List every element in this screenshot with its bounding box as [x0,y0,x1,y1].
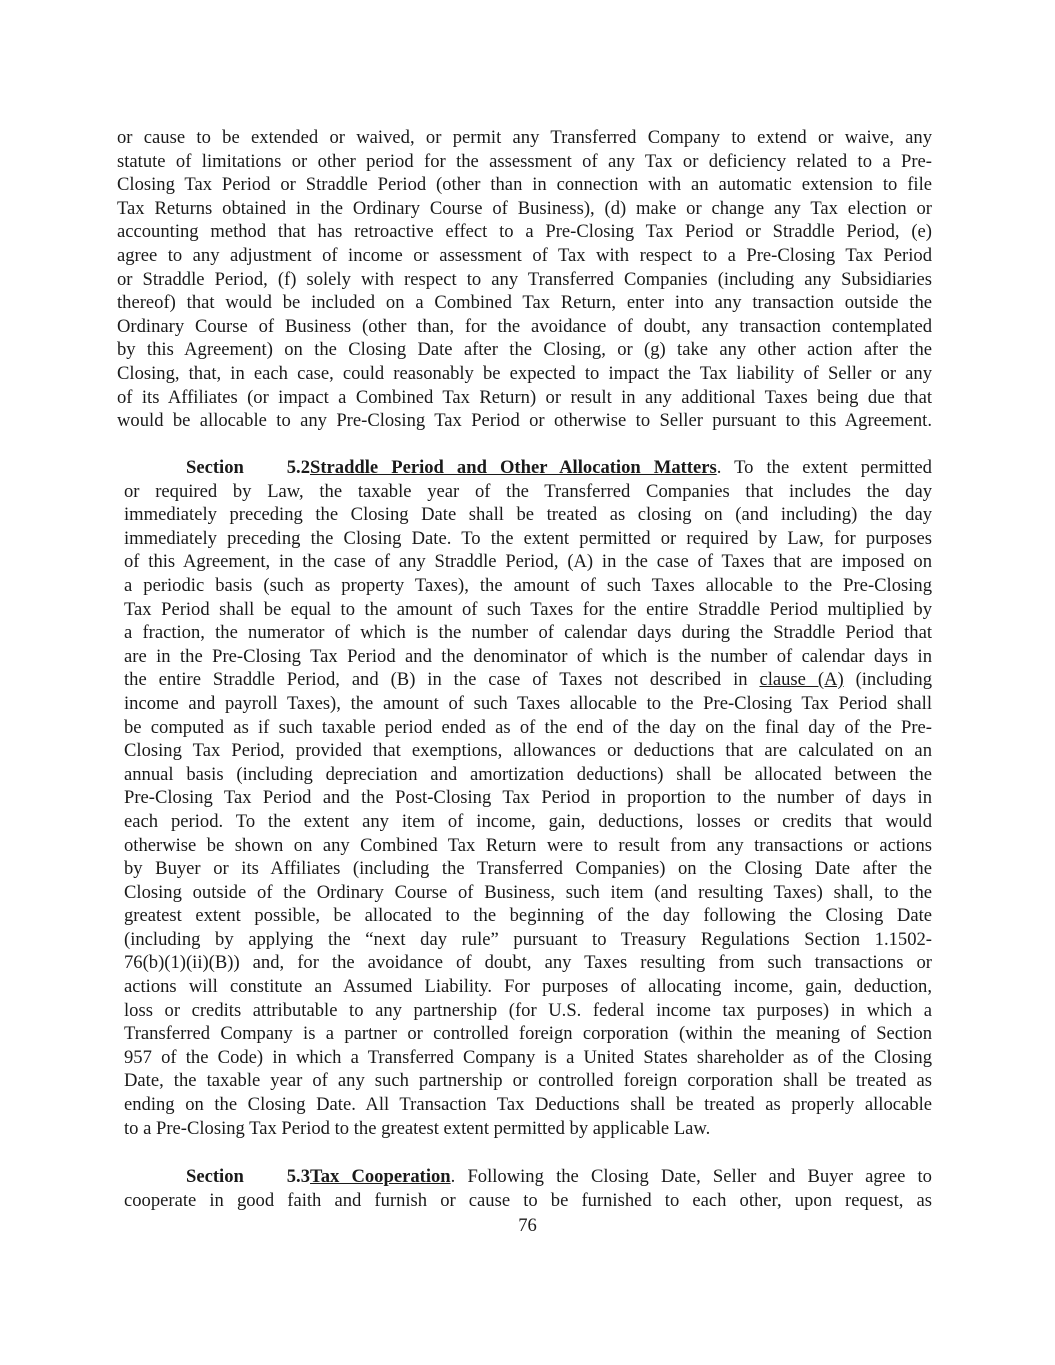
text-line: or required by Law, the taxable year of the Transferred Companies that includes the day [124,480,932,502]
text-line: of this Agreement, in the case of any Straddle Period, (A) in the case of Taxes that are imposed on [124,551,932,573]
text-line: agree to any adjustment of income or assessment of Tax with respect to a Pre-Closing Tax Period [117,244,932,266]
text-line: or Straddle Period, (f) solely with respect to any Transferred Companies (including any Subsidiaries [117,268,932,290]
text-line: Closing Tax Period or Straddle Period (other than in connection with an automatic extension to file [117,174,932,196]
text-line: Pre-Closing Tax Period and the Post-Closing Tax Period in proportion to the number of days in [124,787,932,809]
text-line: each period. To the extent any item of income, gain, deductions, losses or credits that would [124,810,932,832]
text-line: Tax Period shall be equal to the amount of such Taxes for the entire Straddle Period multiplied by [124,598,932,620]
section-title: Tax Cooperation [310,1166,451,1187]
section-first-line-text: . To the extent permitted [716,457,932,478]
text-line: Tax Returns obtained in the Ordinary Course of Business), (d) make or change any Tax election or [117,197,932,219]
section-5-3-paragraph [124,1165,932,1212]
text-line: would be allocable to any Pre-Closing Tax Period or otherwise to Seller pursuant to this Agreement. [117,410,932,432]
text-line: loss or credits attributable to any partnership (for U.S. federal income tax purposes) in which a [124,999,932,1021]
continuation-paragraph [117,126,932,433]
text-line: Transferred Company is a partner or controlled foreign corporation (within the meaning of Section [124,1023,932,1045]
text-line: are in the Pre-Closing Tax Period and the denominator of which is the number of calendar days in [124,645,932,667]
section-heading-line [124,1165,932,1189]
section-number: Section 5.3 [186,1166,310,1187]
text-line: (including by applying the “next day rule” pursuant to Treasury Regulations Section 1.1502- [124,928,932,950]
text-line: immediately preceding the Closing Date. To the extent permitted or required by Law, for purposes [124,527,932,549]
text-line-with-clause-ref [124,668,932,692]
page-number: 76 [518,1215,537,1236]
text-line: Closing outside of the Ordinary Course of Business, such item (and resulting Taxes) shall, to the [124,881,932,903]
text-line: greatest extent possible, be allocated to the beginning of the day following the Closing Date [124,905,932,927]
text-line: or cause to be extended or waived, or permit any Transferred Company to extend or waive, any [117,127,932,148]
text-line: Ordinary Course of Business (other than, for the avoidance of doubt, any transaction contemplated [117,315,932,337]
section-5-2-paragraph [124,456,932,1140]
text-line: actions will constitute an Assumed Liability. For purposes of allocating income, gain, deduction, [124,976,932,998]
text-line: a periodic basis (such as property Taxes), the amount of such Taxes allocable to the Pre-Closing [124,574,932,596]
text-line: of its Affiliates (or impact a Combined Tax Return) or result in any additional Taxes being due that [117,386,932,408]
section-first-line-text: . Following the Closing Date, Seller and Buyer agree to [450,1166,932,1187]
text-line: accounting method that has retroactive effect to a Pre-Closing Tax Period or Straddle Period, (e) [117,221,932,243]
text-line: 957 of the Code) in which a Transferred Company is a United States shareholder as of the Closing [124,1046,932,1068]
text-line: otherwise be shown on any Combined Tax Return were to result from any transactions or actions [124,834,932,856]
text-line: Date, the taxable year of any such partnership or controlled foreign corporation shall be treated as [124,1070,932,1092]
text-line: to a Pre-Closing Tax Period to the greatest extent permitted by applicable Law. [124,1117,711,1139]
text-line: by this Agreement) on the Closing Date after the Closing, or (g) take any other action after the [117,339,932,361]
text-line: cooperate in good faith and furnish or cause to be furnished to each other, upon request, as [124,1189,932,1211]
text-line: Closing, that, in each case, could reasonably be expected to impact the Tax liability of Seller or any [117,362,932,384]
clause-reference: clause (A) [759,669,844,691]
text-line: annual basis (including depreciation and amortization deductions) shall be allocated between the [124,763,932,785]
text-line: 76(b)(1)(ii)(B)) and, for the avoidance of doubt, any Taxes resulting from such transactions or [124,952,932,974]
text-line: immediately preceding the Closing Date shall be treated as closing on (and including) the day [124,504,932,526]
section-title: Straddle Period and Other Allocation Matters [310,457,717,478]
text-line: a fraction, the numerator of which is the number of calendar days during the Straddle Period that [124,622,932,644]
text-line: by Buyer or its Affiliates (including the Transferred Companies) on the Closing Date after the [124,858,932,880]
text-line: ending on the Closing Date. All Transaction Tax Deductions shall be treated as properly allocable [124,1094,932,1116]
text-line: be computed as if such taxable period ended as of the end of the day on the final day of the Pre- [124,716,932,738]
clause-line-before: the entire Straddle Period, and (B) in the case of Taxes not described in [124,669,760,691]
text-line: income and payroll Taxes), the amount of such Taxes allocable to the Pre-Closing Tax Period shall [124,692,932,714]
text-line: thereof) that would be included on a Combined Tax Return, enter into any transaction outside the [117,292,932,314]
text-line: statute of limitations or other period for the assessment of any Tax or deficiency related to a Pre- [117,150,932,172]
section-heading-line [124,456,932,480]
section-number: Section 5.2 [186,457,310,478]
text-line: Closing Tax Period, provided that exemptions, allowances or deductions that are calculated on an [124,740,932,762]
clause-line-after: (including [843,669,932,691]
